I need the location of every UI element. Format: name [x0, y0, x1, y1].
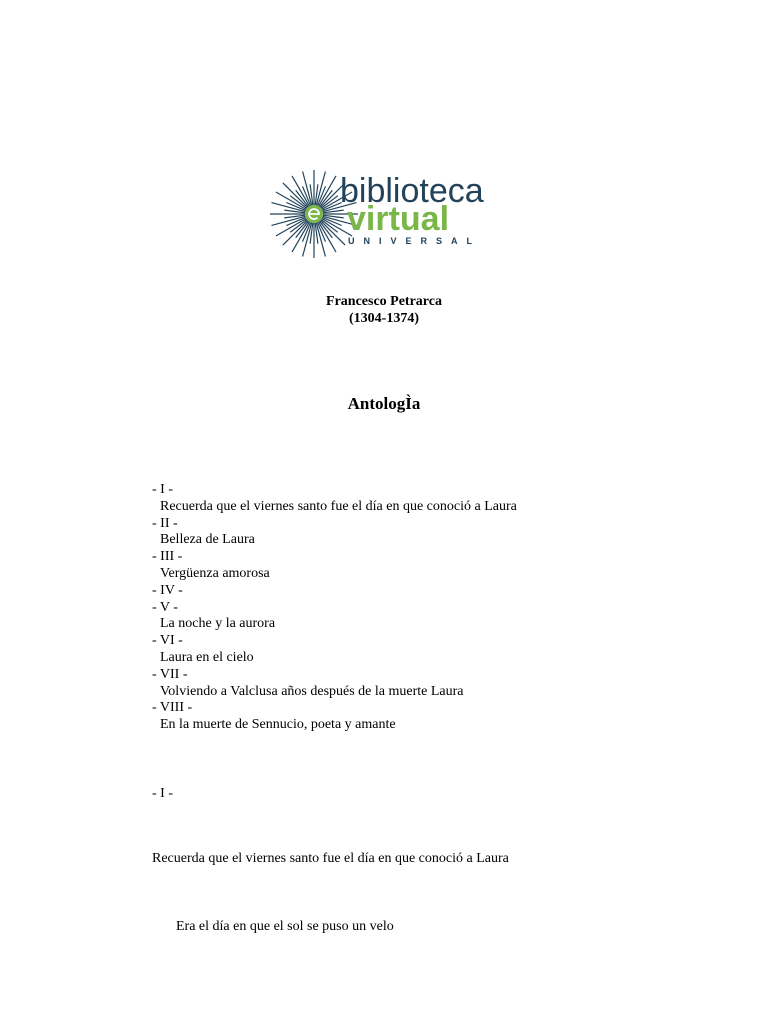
- toc-entry-title: Laura en el cielo: [160, 649, 254, 665]
- toc-entry-title: Belleza de Laura: [160, 532, 255, 548]
- author-dates: (1304-1374): [349, 311, 419, 326]
- section-numeral: - I -: [152, 786, 173, 801]
- poem-first-line: Era el día en que el sol se puso un velo: [176, 919, 394, 934]
- document-title: AntologÌa: [347, 394, 421, 413]
- toc-entry-title: La noche y la aurora: [160, 616, 276, 632]
- section-heading: Recuerda que el viernes santo fue el día en que conoció a Laura: [152, 851, 509, 866]
- author-name: Francesco Petrarca: [326, 294, 442, 309]
- toc-numeral: - VIII -: [152, 700, 193, 716]
- toc-entry-title: Volviendo a Valclusa años después de la muerte Laura: [160, 683, 464, 699]
- logo-line-biblioteca: biblioteca: [340, 172, 484, 210]
- toc-numeral: - II -: [152, 515, 178, 531]
- biblioteca-virtual-logo: [262, 166, 507, 262]
- toc-entry-title: En la muerte de Sennucio, poeta y amante: [160, 717, 396, 733]
- logo-line-virtual: virtual: [347, 200, 450, 238]
- logo-line-universal: UNIVERSAL: [348, 236, 482, 246]
- toc-numeral: - V -: [152, 599, 178, 615]
- toc-numeral: - III -: [152, 549, 183, 565]
- table-of-contents: [152, 482, 517, 734]
- toc-entry-title: Vergüenza amorosa: [160, 565, 270, 581]
- toc-numeral: - I -: [152, 482, 173, 497]
- toc-numeral: - VI -: [152, 633, 183, 649]
- logo-graphic: [262, 166, 507, 262]
- toc-numeral: - IV -: [152, 582, 183, 598]
- toc-numeral: - VII -: [152, 666, 188, 682]
- toc-entry-title: Recuerda que el viernes santo fue el día en que conoció a Laura: [160, 498, 517, 514]
